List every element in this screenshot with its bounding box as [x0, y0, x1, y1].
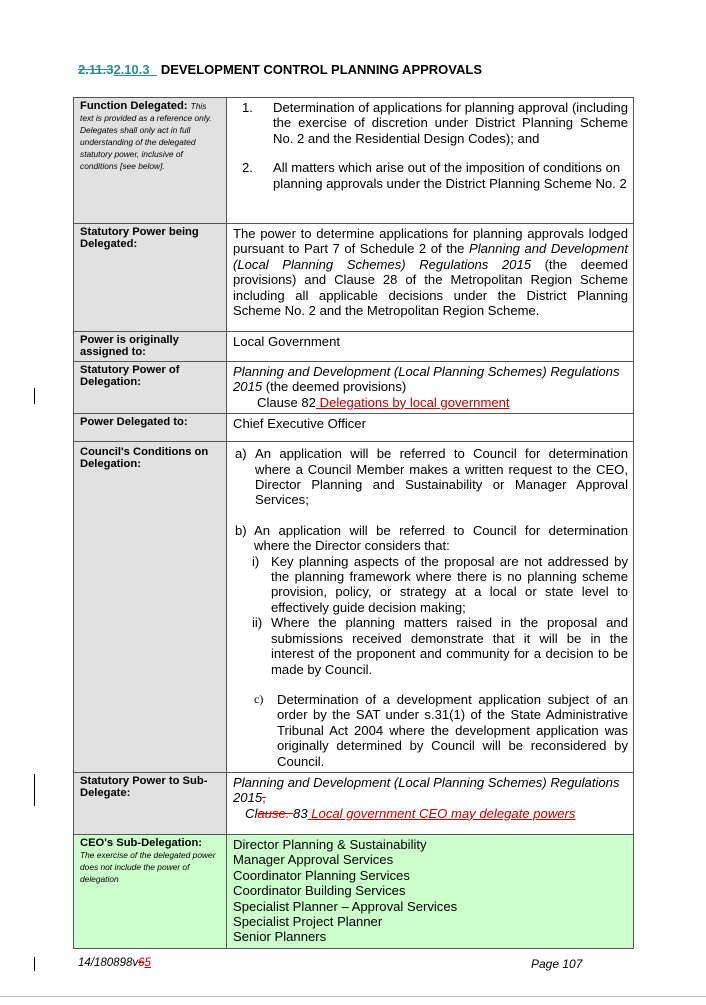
originally-assigned-label-cell — [74, 332, 227, 362]
statutory-delegation-value: Planning and Development (Local Planning Schemes) Regulations 2015 (the deemed provisions) Clause 82 Delegations by local government — [227, 362, 634, 414]
function-delegated-label: Function Delegated: — [80, 100, 188, 112]
change-bar — [34, 388, 35, 404]
inserted-subdelegate-title: Local government CEO may delegate powers — [307, 805, 576, 821]
condition-a: a) An application will be referred to Council for determination where a Council Member makes a written request to the CEO, Director Planning and Sustainability or Manager Approval Services; — [235, 446, 628, 508]
ceo-sub-list — [227, 834, 634, 948]
ceo-sub-label-cell — [74, 834, 227, 948]
originally-assigned-value: Local Government — [227, 332, 634, 362]
inserted-clause-title: Delegations by local government — [315, 394, 510, 410]
list-item: 2. All matters which arise out of the imposition of conditions on planning approvals under the District Planning Scheme No. 2 — [242, 160, 627, 191]
list-item: Coordinator Planning Services — [233, 867, 410, 883]
condition-c: c) Determination of a development application subject of an order by the SAT under s.31(1) of the State Administrative Tribunal Act 2004 where the development application was originally determined by Council will be reconsidered by Council. — [254, 691, 628, 769]
heading-number-deleted: 2.11.3 — [78, 62, 114, 77]
ceo-sub-label: CEO's Sub-Delegation: — [80, 836, 203, 849]
document-reference: 14/180898v65 — [78, 957, 151, 969]
list-item: Director Planning & Sustainability — [233, 836, 427, 852]
sub-delegate-label-cell — [74, 772, 227, 834]
section-heading — [78, 62, 482, 77]
table-row — [74, 834, 634, 948]
statutory-delegation-label-cell — [74, 362, 227, 414]
list-item: 1. Determination of applications for planning approval (including the exercise of discretion under District Planning Scheme No. 2 and the Residential Design Codes); and — [242, 100, 628, 146]
table-row — [74, 98, 634, 224]
function-delegated-note: This text is provided as a reference only. Delegates shall only act in full understanding of the delegated statutory power, inclusive of conditions [see below]. — [80, 101, 212, 171]
table-row — [74, 442, 634, 773]
page-divider — [0, 996, 706, 997]
sub-delegate-value: Planning and Development (Local Planning Schemes) Regulations 2015, Clause. 83 Local government CEO may delegate powers — [227, 772, 634, 834]
function-delegated-label-cell — [74, 98, 227, 224]
table-row — [74, 414, 634, 442]
change-bar — [34, 957, 35, 971]
delegation-table — [73, 97, 634, 949]
table-row — [74, 332, 634, 362]
conditions-label-cell — [74, 442, 227, 773]
table-row — [74, 772, 634, 834]
heading-number-inserted: 2.10.3 — [113, 62, 150, 77]
list-item: Specialist Project Planner — [233, 913, 383, 929]
sub-delegate-label: Statutory Power to Sub-Delegate: — [80, 774, 208, 799]
condition-b-i: i) Key planning aspects of the proposal are not addressed by the planning framework where there is no planning scheme provision, policy, or strategy at a local or state level to effectively guide decision making; — [252, 553, 628, 615]
statutory-power-label: Statutory Power being Delegated: — [80, 226, 199, 250]
condition-b: b) An application will be referred to Council for determination where the Director considers that: — [235, 522, 628, 554]
ceo-sub-note: The exercise of the delegated power does not include the power of delegation — [80, 849, 216, 884]
page-number: Page 107 — [531, 957, 583, 971]
list-item: Specialist Planner – Approval Services — [233, 898, 458, 914]
function-list — [233, 100, 628, 191]
table-row — [74, 224, 634, 332]
heading-title: DEVELOPMENT CONTROL PLANNING APPROVALS — [160, 62, 482, 77]
list-item: Manager Approval Services — [233, 852, 394, 868]
statutory-delegation-label: Statutory Power of Delegation: — [80, 364, 180, 388]
conditions-label: Council's Conditions on Delegation: — [80, 446, 209, 471]
table-row — [74, 362, 634, 414]
conditions-value — [227, 442, 634, 773]
originally-assigned-label: Power is originally assigned to: — [80, 334, 179, 358]
delegated-to-label-cell — [74, 414, 227, 442]
statutory-power-label-cell — [74, 224, 227, 332]
delegated-to-label: Power Delegated to: — [80, 416, 188, 429]
statutory-power-value: The power to determine applications for planning approvals lodged pursuant to Part 7 of Schedule 2 of the Planning and Development (Local Planning Schemes) Regulations 2015 (the deemed provisions) and Clause 28 of the Metropolitan Region Scheme including all applicable decisions under the District Planning Scheme No. 2 and the Metropolitan Region Scheme. — [227, 224, 634, 332]
change-bar — [34, 774, 35, 806]
function-delegated-value — [227, 98, 634, 224]
list-item: Coordinator Building Services — [233, 883, 406, 899]
delegated-to-value: Chief Executive Officer — [227, 414, 634, 442]
condition-b-ii: ii) Where the planning matters raised in the proposal and submissions received demonstrate that it will be in the interest of the proponent and community for a decision to be made by Council. — [252, 615, 628, 677]
list-item: Senior Planners — [233, 929, 327, 945]
